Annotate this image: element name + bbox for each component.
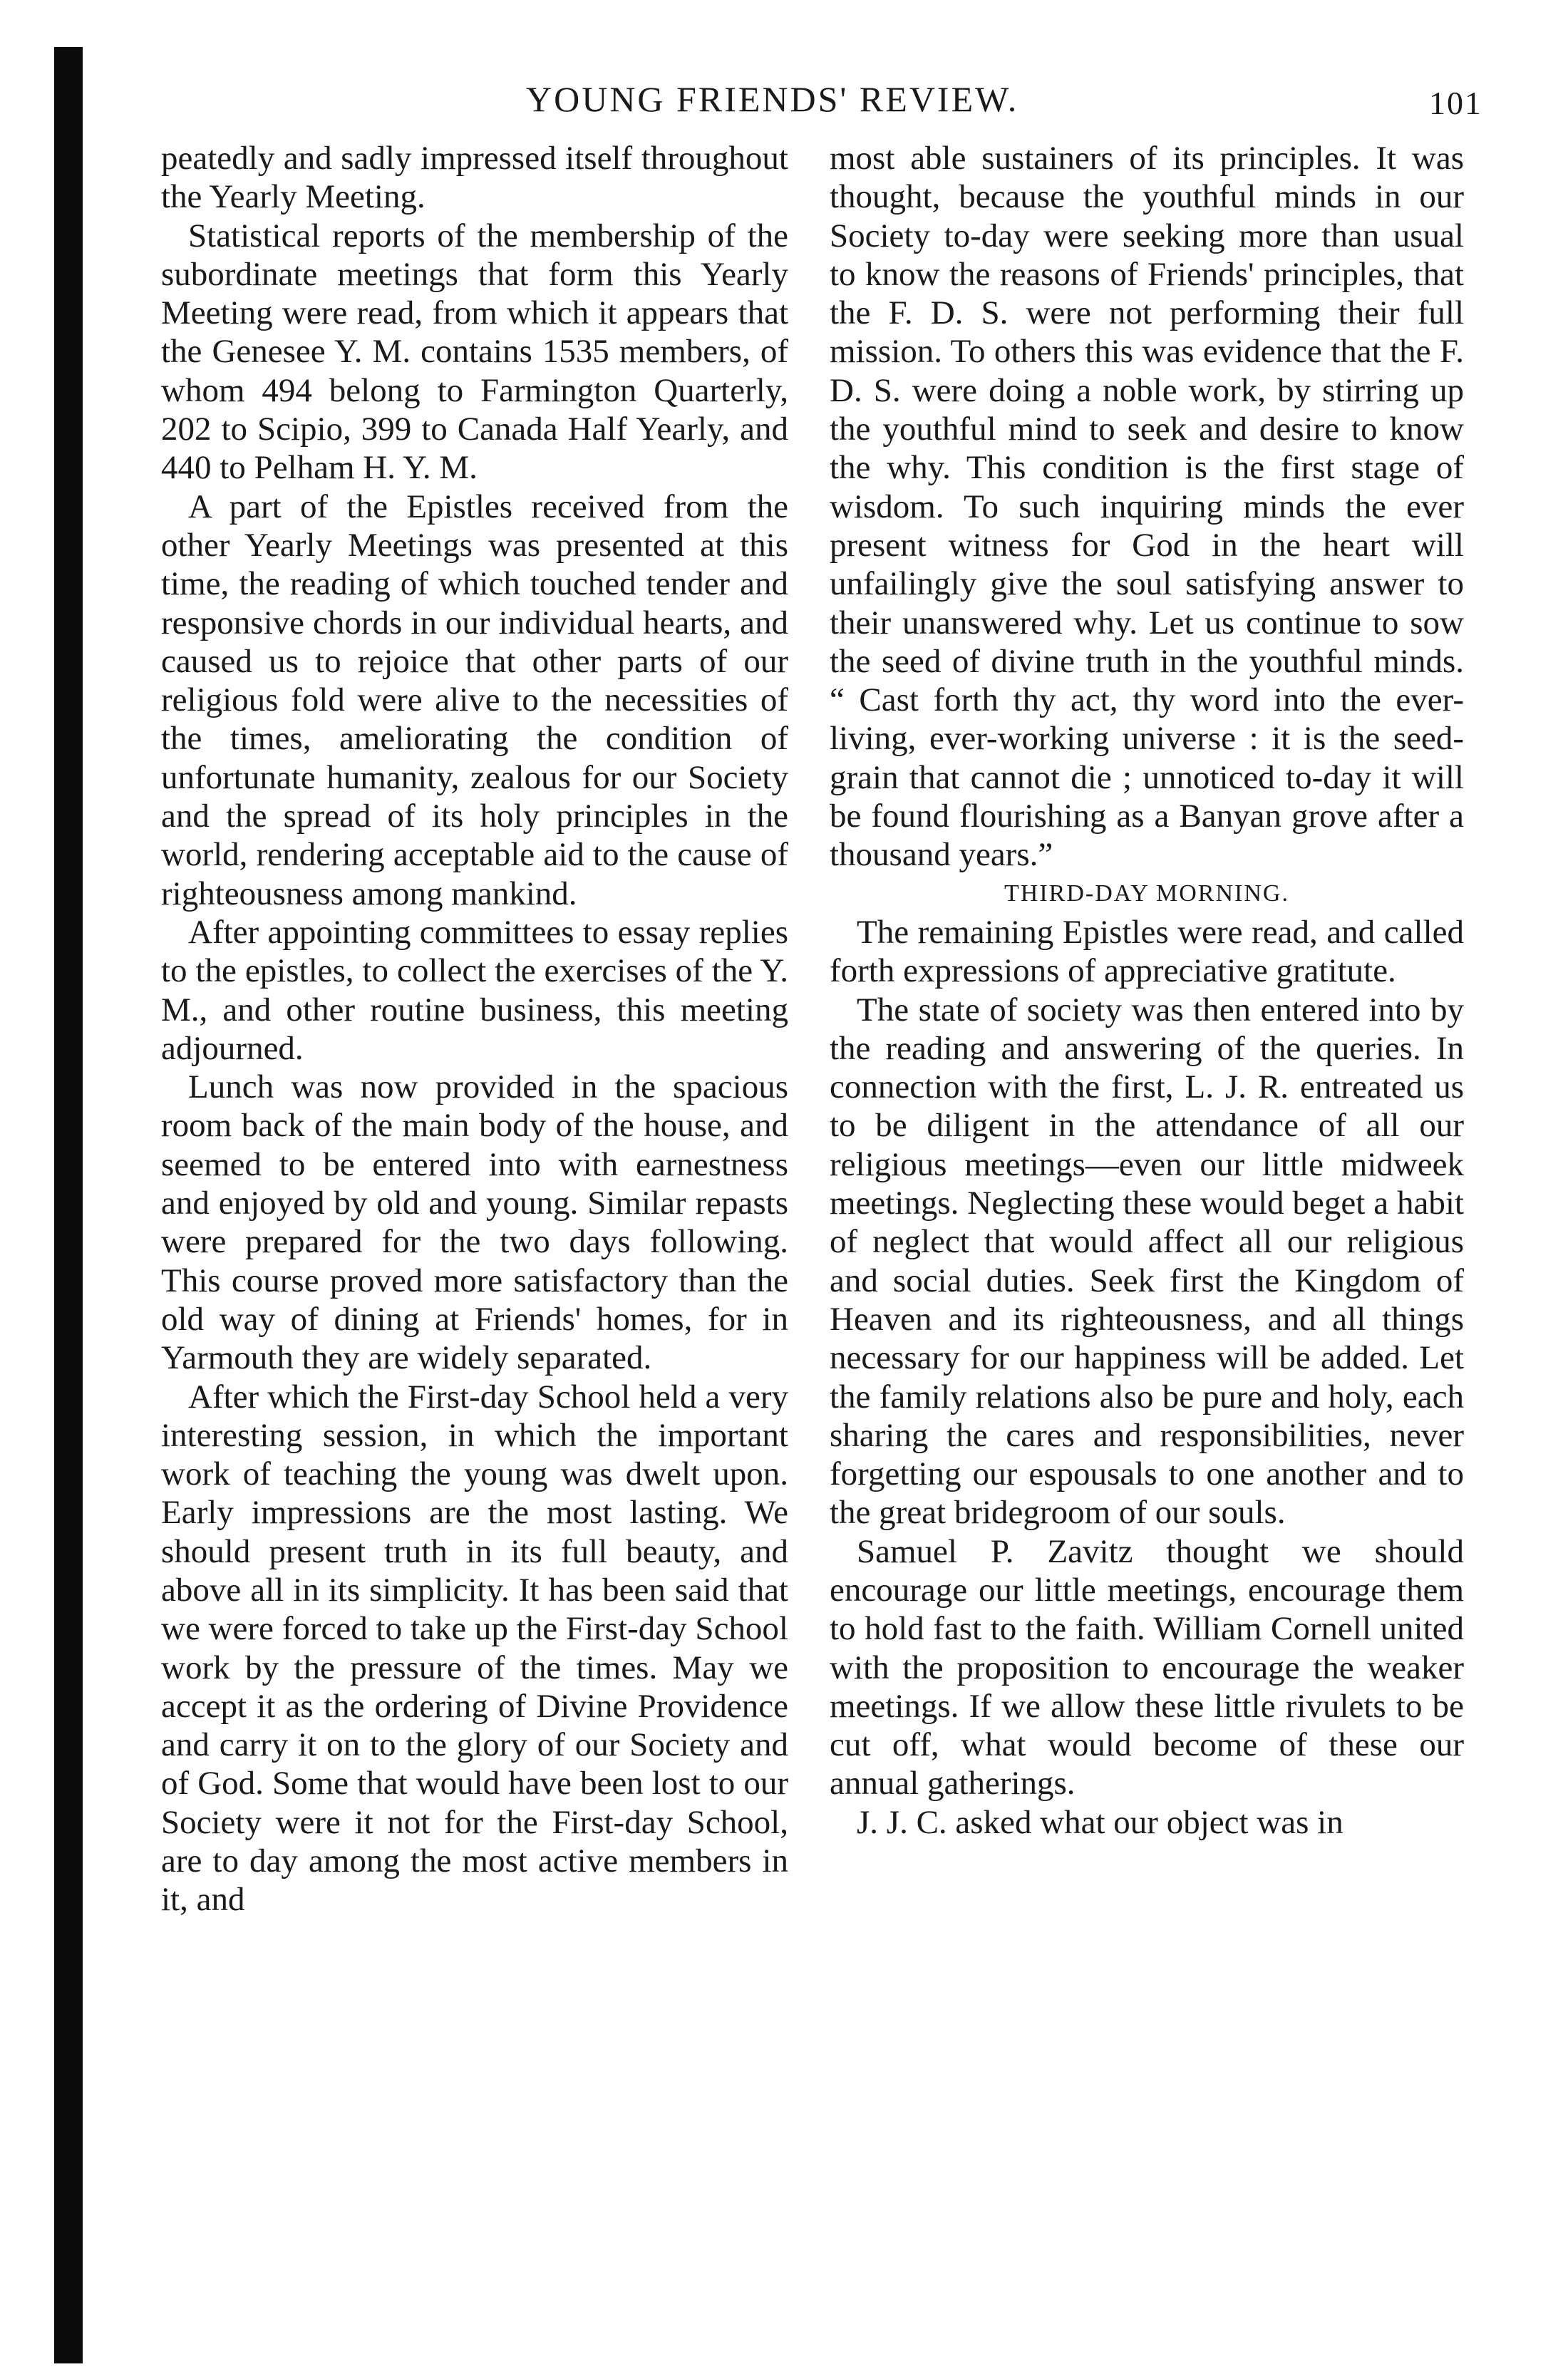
binding-shadow xyxy=(54,47,83,2363)
paragraph: The remaining Epistles were read, and called forth expressions of appreciative gratitute. xyxy=(830,913,1464,990)
page-header xyxy=(164,78,1482,128)
paragraph: Statistical reports of the membership of the subordinate meetings that form this Yearly Meeting were read, from which it appears that the Genesee Y. M. contains 1535 members, of whom 494 belong to Farmington Quarterly, 202 to Scipio, 399 to Canada Half Yearly, and 440 to Pelham H. Y. M. xyxy=(161,217,788,487)
paragraph: A part of the Epistles received from the other Yearly Meetings was presented at this time, the reading of which touched tender and responsive chords in our individual hearts, and caused us to rejoice that other parts of our religious fold were alive to the necessities of the times, ameliorating the condition of unfortunate humanity, zealous for our Society and the spread of its holy principles in the world, rendering acceptable aid to the cause of righteousness among mankind. xyxy=(161,488,788,912)
paragraph: J. J. C. asked what our object was in xyxy=(857,1803,1343,1841)
paragraph: most able sustainers of its principles. It was thought, because the youthful minds in our Society to-day were seeking more than usual to know the reasons of Friends' principles, that the F. D. S. were not performing their full mission. To others this was evidence that the F. D. S. were doing a noble work, by stirring up the youthful mind to seek and desire to know the why. This condition is the first stage of wisdom. To such inquiring minds the ever present witness for God in the heart will unfailingly give the soul satisfying answer to their unanswered why. Let us continue to sow the seed of divine truth in the youthful minds. “ Cast forth thy act, thy word into the ever-living, ever-working universe : it is the seed-grain that cannot die ; unnoticed to-day it will be found flourishing as a Banyan grove after a thousand years.” xyxy=(830,140,1464,874)
paragraph: After which the First-day School held a very interesting session, in which the important work of teaching the young was dwelt upon. Early impressions are the most lasting. We should present truth in its full beauty, and above all in its simplicity. It has been said that we were forced to take up the First-day School work by the pressure of the times. May we accept it as the ordering of Divine Providence and carry it on to the glory of our Society and of God. Some that would have been lost to our Society were it not for the First-day School, are to day among the most active members in it, and xyxy=(161,1378,788,1919)
paragraph: The state of society was then entered into by the reading and answering of the queries. In connection with the first, L. J. R. entreated us to be diligent in the attendance of all our religious meetings—even our little midweek meetings. Neglecting these would beget a habit of neglect that would affect all our religious and social duties. Seek first the Kingdom of Heaven and its righteousness, and all things necessary for our happiness will be added. Let the family relations also be pure and holy, each sharing the cares and responsibilities, never forgetting our espousals to one another and to the great bridegroom of our souls. xyxy=(830,991,1464,1532)
paragraph: After appointing committees to essay replies to the epistles, to collect the exercises of the Y. M., and other routine business, this meeting adjourned. xyxy=(161,913,788,1067)
page-number: 101 xyxy=(1429,85,1482,121)
paragraph: peatedly and sadly impressed itself throughout the Yearly Meeting. xyxy=(161,140,788,216)
right-column xyxy=(830,139,1464,1842)
section-heading: THIRD-DAY MORNING. xyxy=(1004,880,1289,907)
running-head: YOUNG FRIENDS' REVIEW. xyxy=(526,79,1019,119)
left-column xyxy=(161,139,788,1919)
paragraph: Samuel P. Zavitz thought we should encourage our little meetings, encourage them to hold fast to the faith. William Cornell united with the proposition to encourage the weaker meetings. If we allow these little rivulets to be cut off, what would become of these our annual gatherings. xyxy=(830,1532,1464,1803)
paragraph: Lunch was now provided in the spacious room back of the main body of the house, and seemed to be entered into with earnestness and enjoyed by old and young. Similar repasts were prepared for the two days following. This course proved more satisfactory than the old way of dining at Friends' homes, for in Yarmouth they are widely separated. xyxy=(161,1068,788,1377)
